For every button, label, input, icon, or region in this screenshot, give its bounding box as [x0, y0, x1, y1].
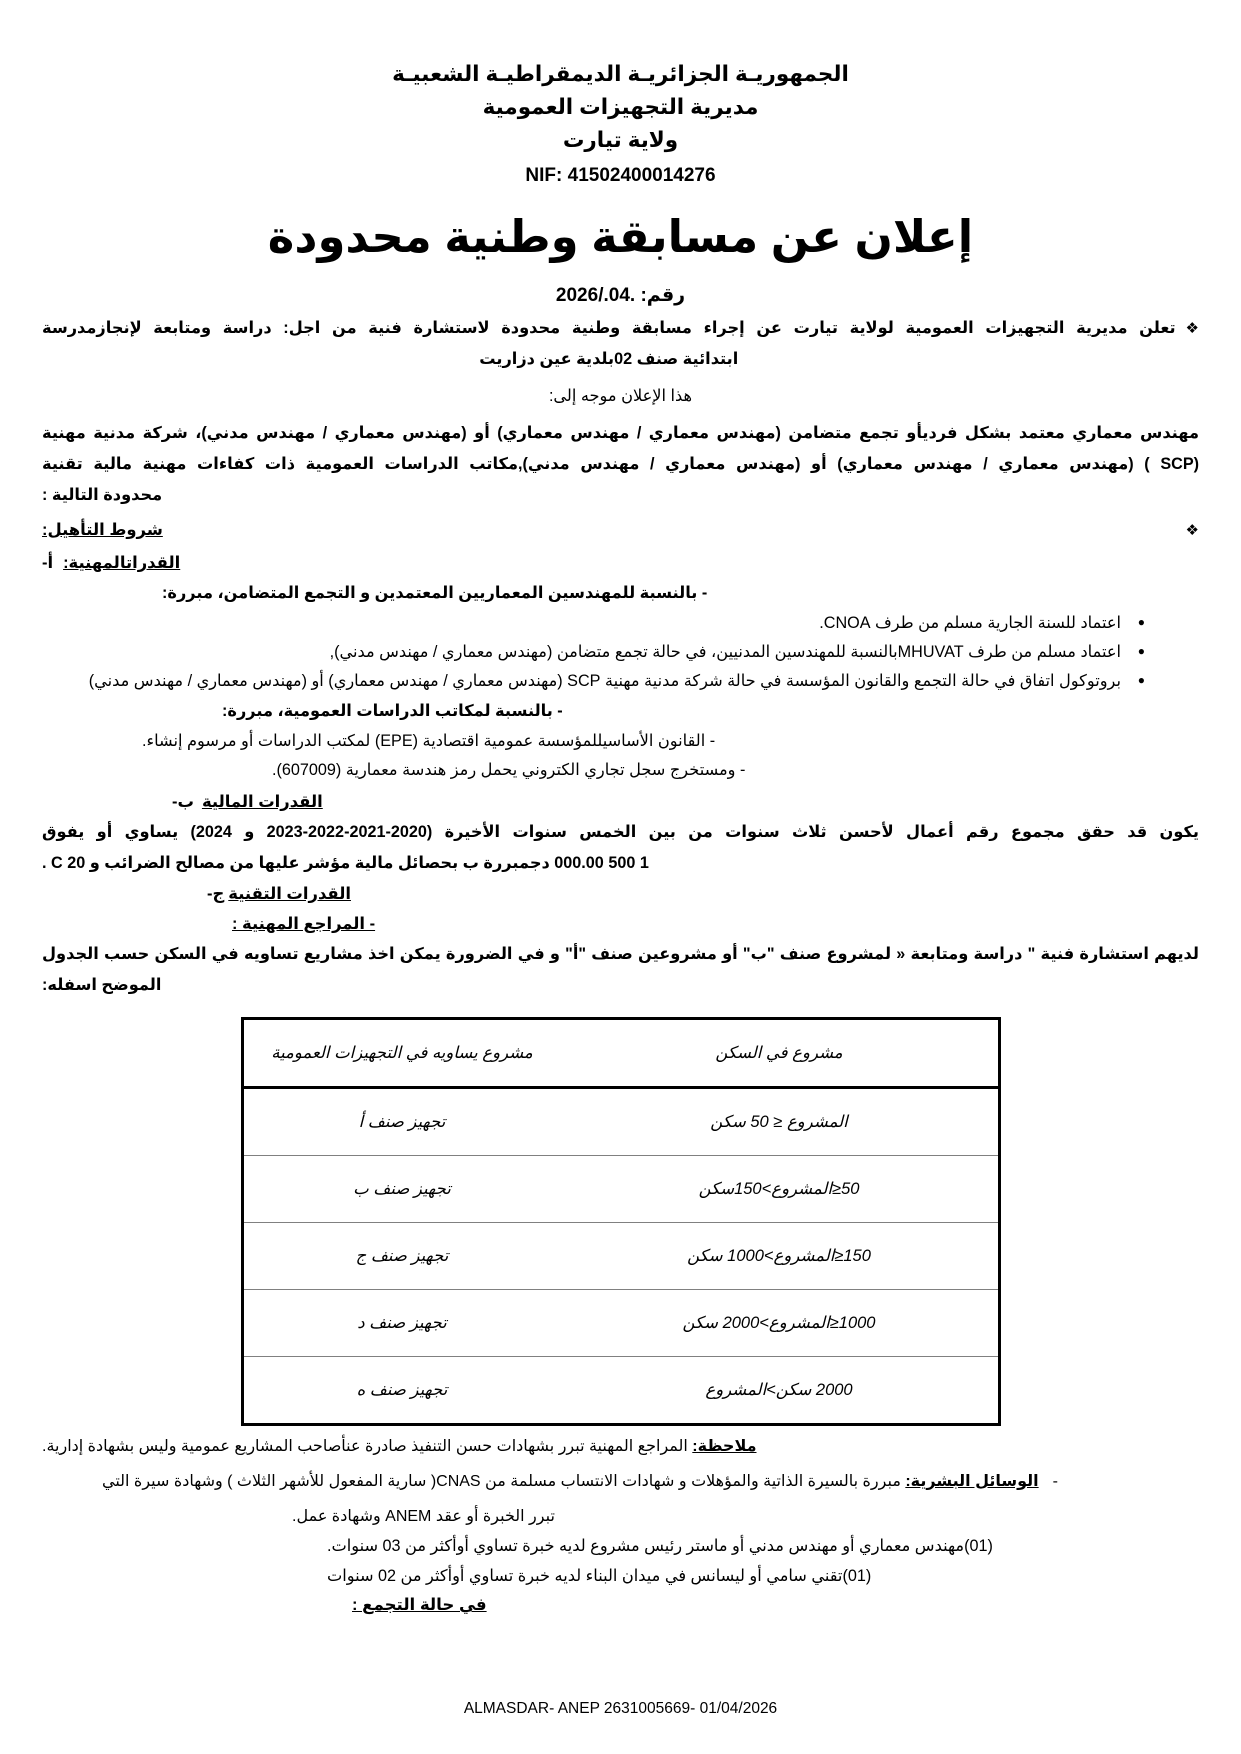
section-b-label: ب-	[172, 793, 194, 811]
note-line	[42, 1432, 1199, 1461]
header-nif: NIF: 41502400014276	[525, 165, 716, 186]
section-a-intro: - بالنسبة للمهندسين المعماريين المعتمدين و التجمع المتضامن، مبررة:	[162, 584, 708, 602]
table-cell-equipment: تجهيز صنف ب	[242, 1156, 561, 1223]
human-resources-text-1: مبررة بالسيرة الذاتية والمؤهلات و شهادات الانتساب مسلمة من CNAS( سارية المفعول للأشهر الثلاث ) وشهادة سيرة التي	[102, 1473, 906, 1490]
list-item: ● اعتماد للسنة الجارية مسلم من طرف CNOA.	[42, 609, 1147, 638]
table-row	[242, 1357, 999, 1425]
table-cell-equipment: تجهيز صنف د	[242, 1290, 561, 1357]
document-header	[42, 58, 1199, 192]
table-row	[242, 1290, 999, 1357]
section-a-label: أ-	[42, 554, 54, 572]
numbered-item-2-text: تقني سامي أو ليسانس في ميدان البناء لديه خبرة تساوي أوأكثر من 02 سنوات	[327, 1567, 843, 1585]
section-c-line-2: الموضح اسفله:	[42, 976, 162, 994]
table-row	[242, 1223, 999, 1290]
qualification-heading-row	[42, 515, 1199, 546]
section-c-sub-heading: - المراجع المهنية :	[232, 915, 376, 933]
target-line-2: (SCP ) (مهندس معماري / مهندس معماري) أو (مهندس معماري / مهندس مدني),مكاتب الدراسات العمومية ذات كفاءات مهنية مالية تقنية	[42, 455, 1200, 473]
table-cell-equipment: تجهيز صنف ه	[242, 1357, 561, 1425]
target-line-3: محدودة التالية :	[42, 486, 163, 504]
table-header-right: مشروع يساويه في التجهيزات العمومية	[242, 1019, 561, 1088]
note-text: المراجع المهنية تبرر بشهادات حسن التنفيذ صادرة عنأصاحب المشاريع عمومية وليس بشهادة إدارية.	[42, 1438, 693, 1455]
section-c-heading: القدرات التقنية	[228, 885, 351, 903]
page-footer: ALMASDAR- ANEP 2631005669- 01/04/2026	[463, 1700, 778, 1717]
human-resources-line-2: تبرر الخبرة أو عقد ANEM وشهادة عمل.	[292, 1508, 555, 1525]
header-line-directorate: مديرية التجهيزات العمومية	[482, 95, 759, 119]
table-cell-equipment: تجهيز صنف ج	[242, 1223, 561, 1290]
intro-line-1: تعلن مديرية التجهيزات العمومية لولاية تيارت عن إجراء مسابقة وطنية محدودة لاستشارة فنية من اجل: دراسة ومتابعة لإنجازمدرسة	[42, 319, 1176, 337]
section-a-bullet-list	[42, 609, 1147, 696]
table-cell-housing: 2000 سكن>المشروع	[561, 1357, 1000, 1425]
table-row	[242, 1156, 999, 1223]
table-header-left: مشروع في السكن	[561, 1019, 1000, 1088]
list-item: ● بروتوكول اتفاق في حالة التجمع والقانون المؤسسة في حالة شركة مدنية مهنية SCP (مهندس معماري / مهندس معماري) أو (مهندس معماري / مهندس مدني)	[42, 667, 1147, 696]
addressed-to-line: هذا الإعلان موجه إلى:	[548, 387, 693, 405]
section-c	[42, 879, 1199, 1001]
human-resources-label: الوسائل البشرية:	[905, 1473, 1039, 1490]
target-line-1: مهندس معماري معتمد بشكل فرديأو تجمع متضامن (مهندس معماري / مهندس معماري) أو (مهندس معماري / مهندس مدني)، شركة مدنية مهنية	[42, 424, 1199, 442]
numbered-item-2	[42, 1561, 1199, 1591]
section-c-line-1: لديهم استشارة فنية " دراسة ومتابعة « لمشروع صنف "ب" أو مشروعين صنف "أ" و في الضرورة يمكن اخذ مشاريع تساويه في السكن حسب الجدول	[42, 945, 1199, 963]
section-a-heading: القدراتالمهنية:	[63, 554, 181, 572]
section-b-line-1: يكون قد حقق مجموع رقم أعمال لأحسن ثلاث سنوات من بين الخمس سنوات الأخيرة (2020-2021-2022-2023 و 2024) يساوي أو يفوق	[42, 823, 1199, 841]
closing-line: في حالة التجمع :	[352, 1595, 487, 1614]
categories-table-wrapper	[42, 1017, 1199, 1426]
table-cell-equipment: تجهيز صنف أ	[242, 1088, 561, 1156]
human-resources-line-1: -الوسائل البشرية: مبررة بالسيرة الذاتية والمؤهلات و شهادات الانتساب مسلمة من CNAS( سارية المفعول للأشهر الثلاث ) وشهادة سيرة التي	[102, 1473, 1058, 1490]
diamond-bullet-icon-2: ❖	[1185, 522, 1199, 539]
qualification-heading: شروط التأهيل:	[42, 521, 163, 539]
section-b	[42, 787, 1199, 879]
numbered-item-2-num: (01)	[842, 1567, 872, 1585]
table-row	[242, 1088, 999, 1156]
table-cell-housing: 1000≤المشروع>2000 سكن	[561, 1290, 1000, 1357]
table-cell-housing: 150≤المشروع>1000 سكن	[561, 1223, 1000, 1290]
page-title: إعلان عن مسابقة وطنية محدودة	[267, 211, 974, 262]
list-item: ● اعتماد مسلم من طرف MHUVATبالنسبة للمهندسين المدنيين، في حالة تجمع متضامن (مهندس معماري / مهندس مدني),	[42, 638, 1147, 667]
table-cell-housing: المشروع ≤ 50 سكن	[561, 1088, 1000, 1156]
section-a-dash-1: - القانون الأساسيللمؤسسة عمومية اقتصادية (EPE) لمكتب الدراسات أو مرسوم إنشاء.	[142, 732, 716, 750]
section-b-line-2: 1 500 000.00 دجمبررة ب بحصائل مالية مؤشر عليها من مصالح الضرائب و 20 C .	[42, 854, 649, 872]
diamond-bullet-icon: ❖	[1185, 320, 1199, 337]
target-audience-block	[42, 418, 1199, 511]
section-c-label: ج-	[207, 885, 225, 903]
header-line-republic: الجمهوريـة الجزائريـة الديمقراطيـة الشعبيـة	[392, 62, 849, 86]
note-label: ملاحظة:	[692, 1438, 757, 1455]
section-a-sub-intro: - بالنسبة لمكاتب الدراسات العمومية، مبررة:	[222, 702, 563, 720]
numbered-item-1-num: (01)	[964, 1537, 993, 1555]
section-b-heading: القدرات المالية	[201, 793, 323, 811]
categories-table	[241, 1017, 1001, 1426]
table-cell-housing: 50≤المشروع>150سكن	[561, 1156, 1000, 1223]
intro-line-2: ابتدائية صنف 02بلدية عين دزاريت	[479, 350, 739, 368]
table-header-row	[242, 1019, 999, 1088]
intro-block	[42, 313, 1199, 375]
section-a-dash-2: - ومستخرج سجل تجاري الكتروني يحمل رمز هندسة معمارية (607009).	[272, 761, 746, 779]
section-a	[42, 548, 1199, 785]
header-line-wilaya: ولاية تيارت	[562, 128, 679, 152]
numbered-item-1	[42, 1531, 1199, 1561]
reference-number: رقم: .04./2026	[555, 285, 686, 306]
numbered-item-1-text: مهندس معماري أو مهندس مدني أو ماستر رئيس مشروع لديه خبرة تساوي أوأكثر من 03 سنوات.	[327, 1537, 965, 1555]
